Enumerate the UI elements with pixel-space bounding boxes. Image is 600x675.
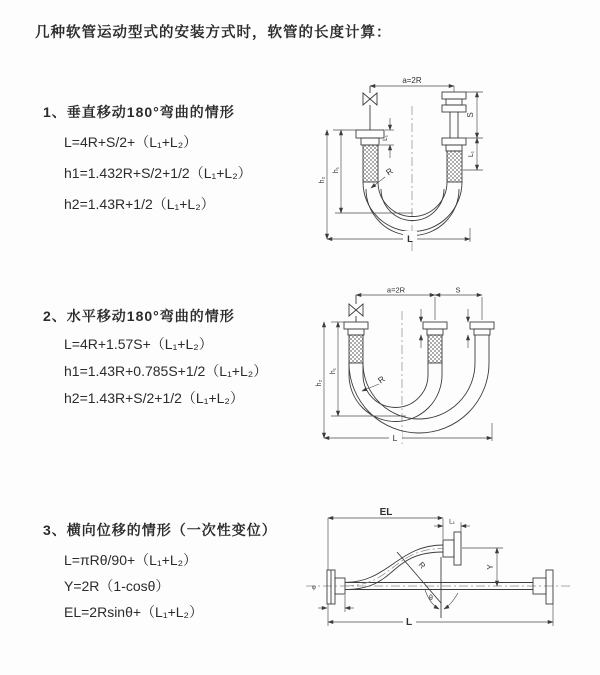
formula-line: L=4R+S/2+（L₁+L₂） (64, 134, 198, 150)
left-flange (356, 130, 384, 145)
section-1-heading: 1、垂直移动180°弯曲的情形 (43, 104, 235, 120)
valve-icon (349, 295, 363, 322)
dim-label-l: L (405, 617, 413, 628)
dim-label-h1: h₁ (333, 166, 340, 174)
right-lower-flange (442, 138, 466, 151)
dim-label-r: R (375, 373, 387, 386)
dim-label-h2: h₂ (319, 176, 326, 184)
hose-arc (363, 182, 462, 232)
dim-label-h2: h₂ (316, 379, 323, 387)
diagram-lateral-displacement (300, 502, 592, 654)
upper-flange-hub (443, 540, 454, 557)
dim-label-s: S (466, 112, 475, 118)
diagram-vertical-180-bend (313, 70, 585, 260)
upper-flange (454, 532, 461, 565)
braided-hose-section (447, 151, 462, 182)
valve-icon (363, 86, 377, 130)
braided-hose-section (428, 335, 442, 363)
formula-line: L=πRθ/90+（L₁+L₂） (64, 552, 198, 568)
dim-label-l1-right: L₁ (468, 150, 475, 158)
section-2-heading: 2、水平移动180°弯曲的情形 (43, 308, 235, 324)
centerline-end-mark: φ (312, 585, 316, 591)
right-upper-flange (442, 92, 466, 138)
dim-label-a2r: a=2R (386, 285, 406, 295)
right-flange (546, 570, 553, 604)
dim-label-theta: θ (429, 595, 433, 602)
dim-label-l1-top: L₁ (449, 518, 455, 526)
hose-curve-centerline (345, 549, 443, 587)
hose-arc (363, 375, 428, 407)
right-flange-hub (474, 329, 490, 335)
middle-flange-hub (427, 329, 443, 335)
hose-curve (345, 545, 443, 583)
dim-label-s: S (455, 285, 461, 295)
hose-curve (345, 552, 443, 590)
dim-label-el: EL (379, 507, 393, 518)
formula-line: L=4R+1.57S+（L₁+L₂） (64, 336, 213, 352)
dim-label-a2r: a=2R (402, 76, 422, 85)
dim-label-l1-left: L₁ (382, 135, 389, 141)
section-3-heading: 3、横向位移的情形（一次性变位） (43, 522, 277, 538)
formula-line: h1=1.432R+S/2+1/2（L₁+L₂） (64, 165, 252, 181)
hose-drawing (344, 295, 494, 433)
left-flange (344, 322, 368, 329)
dim-label-y: Y (486, 564, 495, 570)
formula-line: h1=1.43R+0.785S+1/2（L₁+L₂） (64, 363, 268, 379)
left-flange-hub (348, 329, 364, 335)
dimensions (318, 518, 553, 626)
braided-hose-section (363, 145, 378, 182)
middle-flange (423, 322, 447, 329)
theta-arc (444, 593, 458, 609)
hose-arc (381, 189, 444, 221)
hose-arc (366, 189, 459, 236)
diagram-horizontal-180-bend (311, 283, 594, 455)
section-3-formulas (64, 547, 203, 625)
hose-arc (363, 363, 475, 419)
formula-line: EL=2Rsinθ+（L₁+L₂） (64, 604, 203, 620)
right-flange (470, 322, 494, 329)
section-2-formulas (64, 331, 267, 412)
dim-label-r: R (416, 560, 428, 571)
document-title: 几种软管运动型式的安装方式时，软管的长度计算： (35, 25, 392, 41)
dim-label-l: L (407, 234, 413, 245)
dim-label-l: L (392, 433, 398, 443)
formula-line: Y=2R（1-cosθ） (64, 578, 170, 594)
dim-label-h1: h₁ (330, 367, 337, 375)
formula-line: h2=1.43R+1/2（L₁+L₂） (64, 196, 215, 212)
radius-line (397, 552, 441, 603)
formula-line: h2=1.43R+S/2+1/2（L₁+L₂） (64, 390, 244, 406)
dim-label-r: R (383, 165, 395, 178)
hose-arc (349, 375, 442, 422)
hose-drawing (327, 532, 553, 618)
braided-hose-section (349, 335, 363, 363)
section-1-formulas (64, 127, 252, 220)
hose-arc (378, 182, 447, 217)
